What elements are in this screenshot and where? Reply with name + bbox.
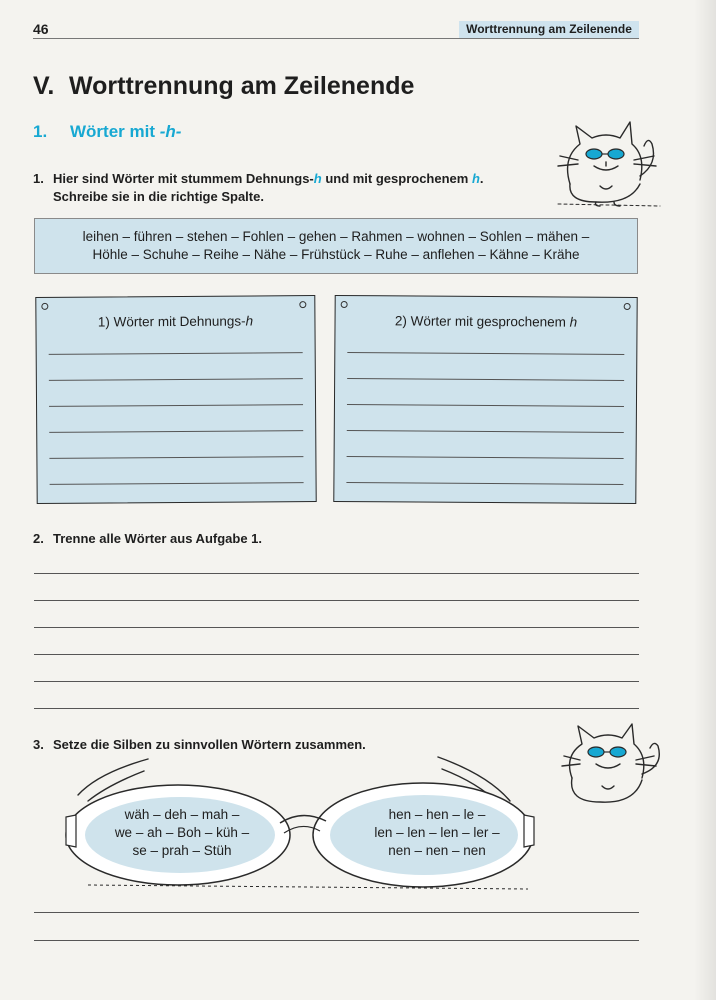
pin-icon bbox=[41, 303, 48, 310]
task-1-instruction bbox=[33, 170, 484, 206]
right-lens-syllables bbox=[352, 806, 522, 860]
task-1-h2: h bbox=[471, 171, 480, 186]
word-list-line-2: Höhle – Schuhe – Reihe – Nähe – Frühstück – Ruhe – anflehen – Kähne – Krähe bbox=[92, 247, 580, 262]
answer-line[interactable] bbox=[49, 404, 303, 407]
answer-line[interactable] bbox=[34, 681, 639, 682]
section-title-em: -h- bbox=[159, 122, 182, 141]
answer-line[interactable] bbox=[50, 482, 304, 485]
task-3-text: Setze die Silben zu sinnvollen Wörtern zusammen. bbox=[53, 737, 366, 752]
section-title bbox=[33, 122, 181, 142]
column-heading-right bbox=[335, 313, 636, 330]
answer-line[interactable] bbox=[34, 573, 639, 574]
cat-with-sunglasses-icon bbox=[556, 118, 662, 210]
running-head: Worttrennung am Zeilenende bbox=[459, 21, 639, 38]
answer-line[interactable] bbox=[49, 352, 303, 355]
answer-line[interactable] bbox=[347, 456, 624, 459]
chapter-title bbox=[33, 72, 414, 101]
page-number: 46 bbox=[33, 21, 49, 37]
page-edge-shadow bbox=[694, 0, 716, 1000]
task-2-number: 2. bbox=[33, 531, 44, 546]
task-1-number: 1. bbox=[33, 171, 44, 186]
pin-icon bbox=[341, 301, 348, 308]
syllable-line: hen – hen – le – bbox=[388, 807, 486, 822]
task-3-instruction bbox=[33, 736, 366, 754]
pin-icon bbox=[299, 301, 306, 308]
column-heading-right-em: h bbox=[569, 314, 578, 330]
answer-line[interactable] bbox=[347, 378, 624, 381]
column-dehnungs-h bbox=[35, 295, 316, 504]
answer-line[interactable] bbox=[34, 708, 639, 709]
word-list-line-1: leihen – führen – stehen – Fohlen – gehen – Rahmen – wohnen – Sohlen – mähen – bbox=[82, 229, 590, 244]
answer-line[interactable] bbox=[346, 482, 623, 485]
answer-line[interactable] bbox=[347, 430, 624, 433]
answer-line[interactable] bbox=[34, 912, 639, 913]
header-rule bbox=[33, 38, 639, 39]
column-heading-left-text: 1) Wörter mit Dehnungs- bbox=[97, 313, 246, 330]
answer-line[interactable] bbox=[49, 378, 303, 381]
syllable-line: se – prah – Stüh bbox=[132, 843, 232, 858]
task-3-number: 3. bbox=[33, 737, 44, 752]
syllable-line: nen – nen – nen bbox=[388, 843, 486, 858]
task-1-text-c: . bbox=[479, 171, 484, 186]
cat-with-sunglasses-icon bbox=[560, 722, 666, 808]
word-list-box bbox=[34, 218, 638, 274]
left-lens-syllables bbox=[97, 806, 267, 860]
answer-line[interactable] bbox=[34, 654, 639, 655]
column-heading-left-em: h bbox=[245, 313, 254, 329]
answer-line[interactable] bbox=[34, 627, 639, 628]
answer-line[interactable] bbox=[49, 456, 303, 459]
column-gesprochenes-h bbox=[333, 295, 637, 504]
answer-line[interactable] bbox=[34, 600, 639, 601]
task-1-text-b: und mit gesprochenem bbox=[321, 171, 472, 186]
section-number: 1. bbox=[33, 122, 48, 141]
task-1-h1: h bbox=[313, 171, 322, 186]
answer-line[interactable] bbox=[34, 940, 639, 941]
section-title-text: Wörter mit bbox=[70, 122, 160, 141]
task-1-line2: Schreibe sie in die richtige Spalte. bbox=[53, 189, 264, 204]
chapter-number: V. bbox=[33, 72, 55, 100]
column-heading-left bbox=[36, 313, 314, 330]
syllable-line: len – len – len – ler – bbox=[374, 825, 500, 840]
syllable-line: we – ah – Boh – küh – bbox=[114, 825, 250, 840]
column-heading-right-text: 2) Wörter mit gesprochenem bbox=[394, 313, 570, 330]
answer-line[interactable] bbox=[347, 404, 624, 407]
task-2-instruction bbox=[33, 530, 262, 548]
answer-line[interactable] bbox=[49, 430, 303, 433]
answer-line[interactable] bbox=[347, 352, 624, 355]
pin-icon bbox=[624, 303, 631, 310]
chapter-title-text: Worttrennung am Zeilenende bbox=[69, 72, 415, 100]
task-1-text-a: Hier sind Wörter mit stummem Dehnungs- bbox=[53, 171, 314, 186]
task-2-text: Trenne alle Wörter aus Aufgabe 1. bbox=[53, 531, 263, 546]
syllable-line: wäh – deh – mah – bbox=[124, 807, 240, 822]
